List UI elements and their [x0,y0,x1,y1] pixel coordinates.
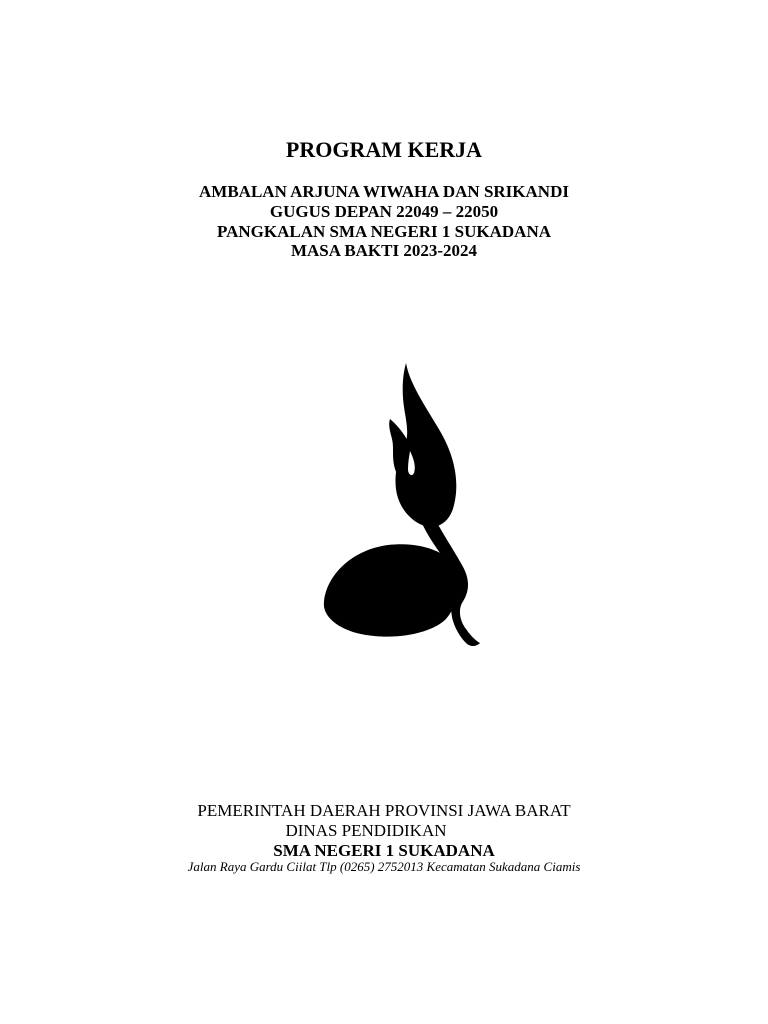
subtitle-line-gugus-depan: GUGUS DEPAN 22049 – 22050 [269,202,499,221]
subtitle-line-organization: AMBALAN ARJUNA WIWAHA DAN SRIKANDI [199,182,569,201]
subtitle-line-pangkalan: PANGKALAN SMA NEGERI 1 SUKADANA [216,222,552,241]
footer-address: Jalan Raya Gardu Ciilat Tlp (0265) 2752013 Kecamatan Sukadana Ciamis [187,859,581,874]
subtitle-line-masa-bakti: MASA BAKTI 2023-2024 [290,241,478,260]
tunas-kelapa-icon [310,355,490,650]
document-title: PROGRAM KERJA [285,137,483,162]
footer-department: DINAS PENDIDIKAN [285,821,447,840]
footer-government: PEMERINTAH DAERAH PROVINSI JAWA BARAT [197,801,571,820]
emblem-seed [324,544,458,636]
footer-school: SMA NEGERI 1 SUKADANA [273,841,495,860]
